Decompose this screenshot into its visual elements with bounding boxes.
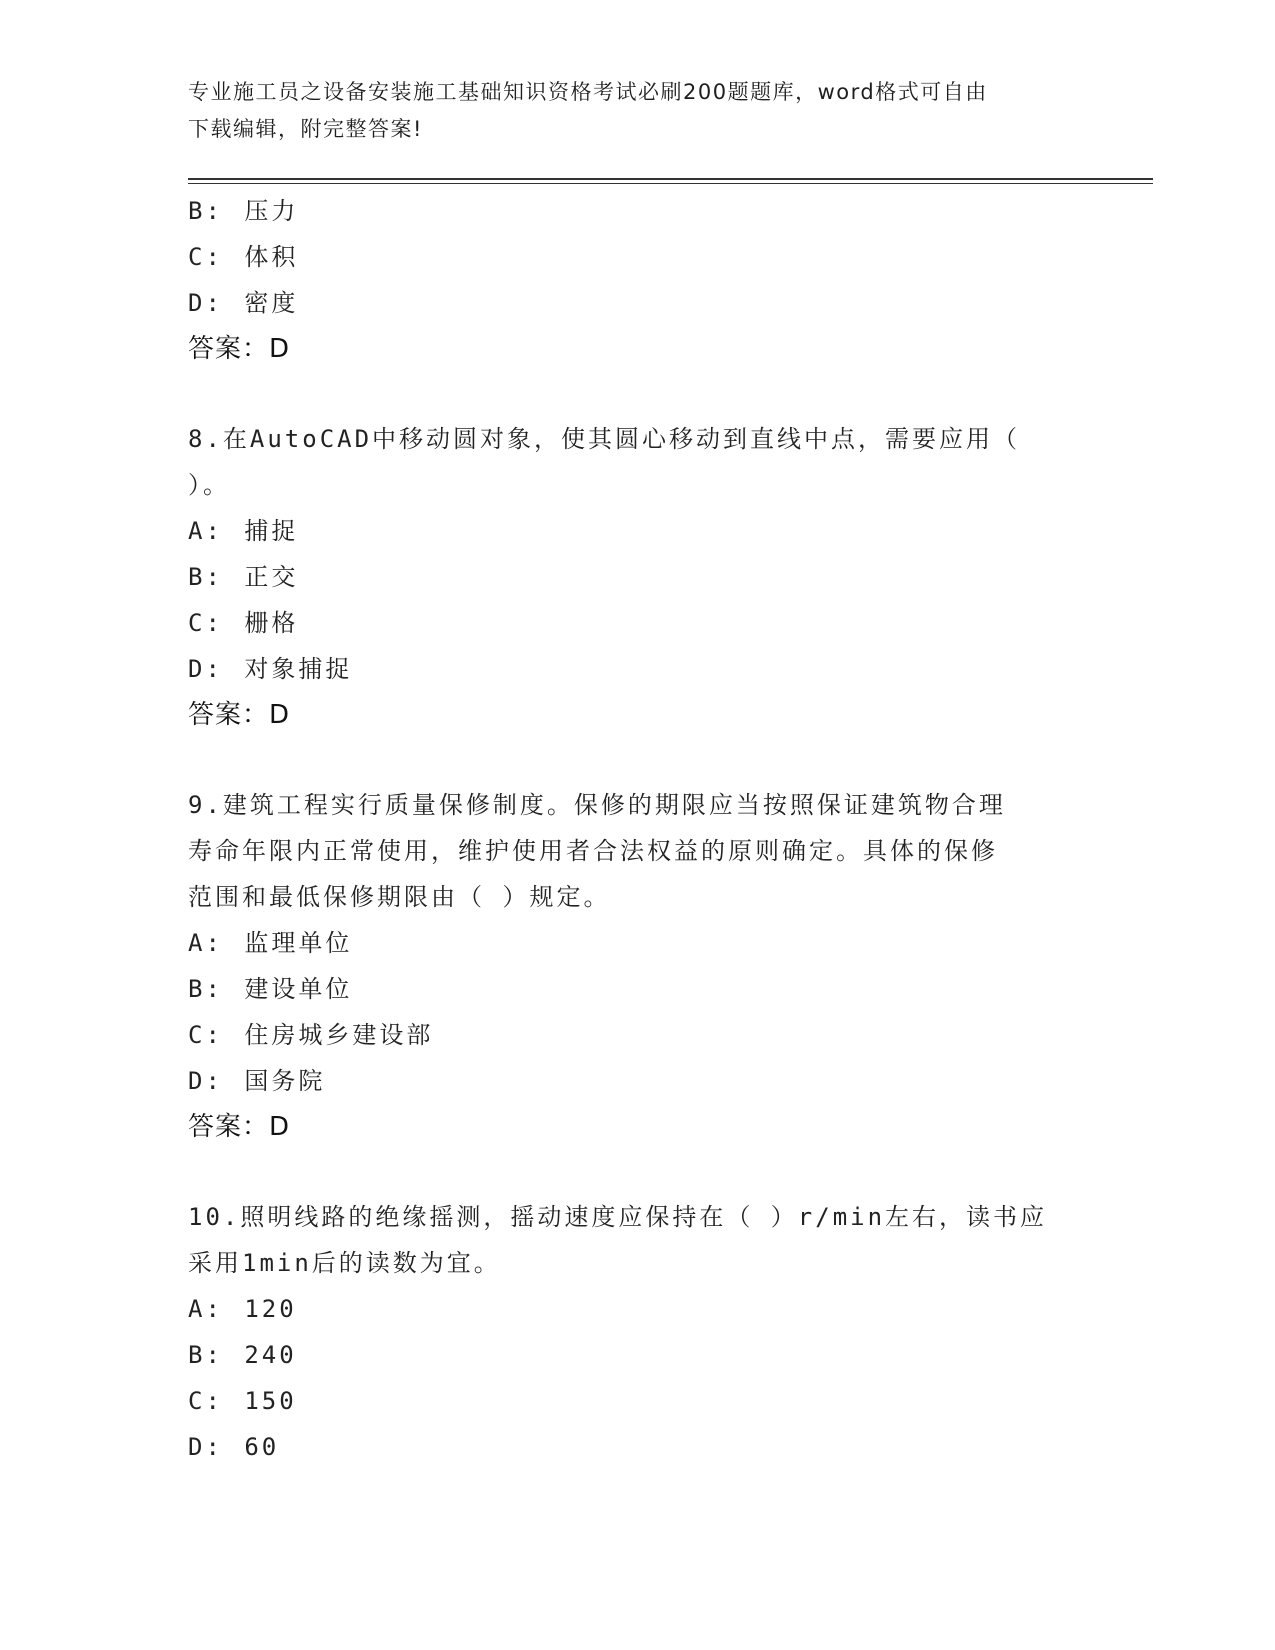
option-row: [188, 920, 1153, 966]
header-line-2: 下载编辑，附完整答案!: [188, 117, 423, 141]
option-text: 捕捉: [244, 517, 299, 545]
option-row: [188, 1012, 1153, 1058]
option-text: 对象捕捉: [244, 655, 353, 683]
option-letter: D:: [188, 655, 223, 683]
question-8: [188, 416, 1153, 738]
question-stem-line: 范围和最低保修期限由（ ）规定。: [188, 883, 611, 911]
option-letter: B:: [188, 197, 223, 225]
option-letter: D:: [188, 289, 223, 317]
option-row: [188, 966, 1153, 1012]
option-row: [188, 1286, 1153, 1332]
option-row: [188, 1058, 1153, 1104]
option-letter: B:: [188, 975, 223, 1003]
header-divider-thick: [188, 178, 1153, 180]
question-stem-line: 寿命年限内正常使用，维护使用者合法权益的原则确定。具体的保修: [188, 837, 998, 865]
option-row: [188, 1378, 1153, 1424]
option-row: [188, 554, 1153, 600]
option-row: [188, 600, 1153, 646]
answer-line: 答案：D: [188, 1112, 291, 1142]
question-10: [188, 1194, 1153, 1470]
header-line-1: 专业施工员之设备安装施工基础知识资格考试必刷200题题库，word格式可自由: [188, 80, 988, 104]
option-text: 150: [244, 1387, 297, 1415]
question-stem-line: ）。: [188, 471, 230, 499]
option-text: 住房城乡建设部: [244, 1021, 434, 1049]
question-9: [188, 782, 1153, 1150]
option-text: 体积: [244, 243, 299, 271]
question-stem-line: 10.照明线路的绝缘摇测，摇动速度应保持在（ ）r/min左右，读书应: [188, 1203, 1048, 1231]
option-row: [188, 1332, 1153, 1378]
option-letter: C:: [188, 1387, 223, 1415]
option-letter: D:: [188, 1433, 223, 1461]
option-text: 建设单位: [244, 975, 353, 1003]
option-letter: C:: [188, 1021, 223, 1049]
header-divider-thin: [188, 183, 1153, 184]
option-text: 120: [244, 1295, 297, 1323]
option-letter: B:: [188, 563, 223, 591]
question-stem-line: 8.在AutoCAD中移动圆对象，使其圆心移动到直线中点，需要应用（: [188, 425, 1021, 453]
option-row: [188, 1424, 1153, 1470]
question-list: [188, 188, 1153, 1470]
option-letter: A:: [188, 929, 223, 957]
option-text: 监理单位: [244, 929, 353, 957]
option-text: 密度: [244, 289, 299, 317]
option-text: 240: [244, 1341, 297, 1369]
option-row: [188, 280, 1153, 326]
document-page: [188, 0, 1153, 1650]
question-stem-line: 采用1min后的读数为宜。: [188, 1249, 501, 1277]
option-letter: C:: [188, 243, 223, 271]
option-row: [188, 188, 1153, 234]
option-letter: D:: [188, 1067, 223, 1095]
option-letter: B:: [188, 1341, 223, 1369]
option-row: [188, 234, 1153, 280]
question-7-continuation: [188, 188, 1153, 372]
option-text: 60: [244, 1433, 280, 1461]
answer-line: 答案：D: [188, 334, 291, 364]
option-text: 压力: [244, 197, 299, 225]
option-letter: C:: [188, 609, 223, 637]
option-row: [188, 646, 1153, 692]
option-text: 正交: [244, 563, 299, 591]
answer-line: 答案：D: [188, 700, 291, 730]
document-header: [188, 74, 1068, 148]
option-text: 国务院: [244, 1067, 326, 1095]
option-text: 栅格: [244, 609, 299, 637]
option-letter: A:: [188, 517, 223, 545]
question-stem-line: 9.建筑工程实行质量保修制度。保修的期限应当按照保证建筑物合理: [188, 791, 1006, 819]
option-row: [188, 508, 1153, 554]
option-letter: A:: [188, 1295, 223, 1323]
